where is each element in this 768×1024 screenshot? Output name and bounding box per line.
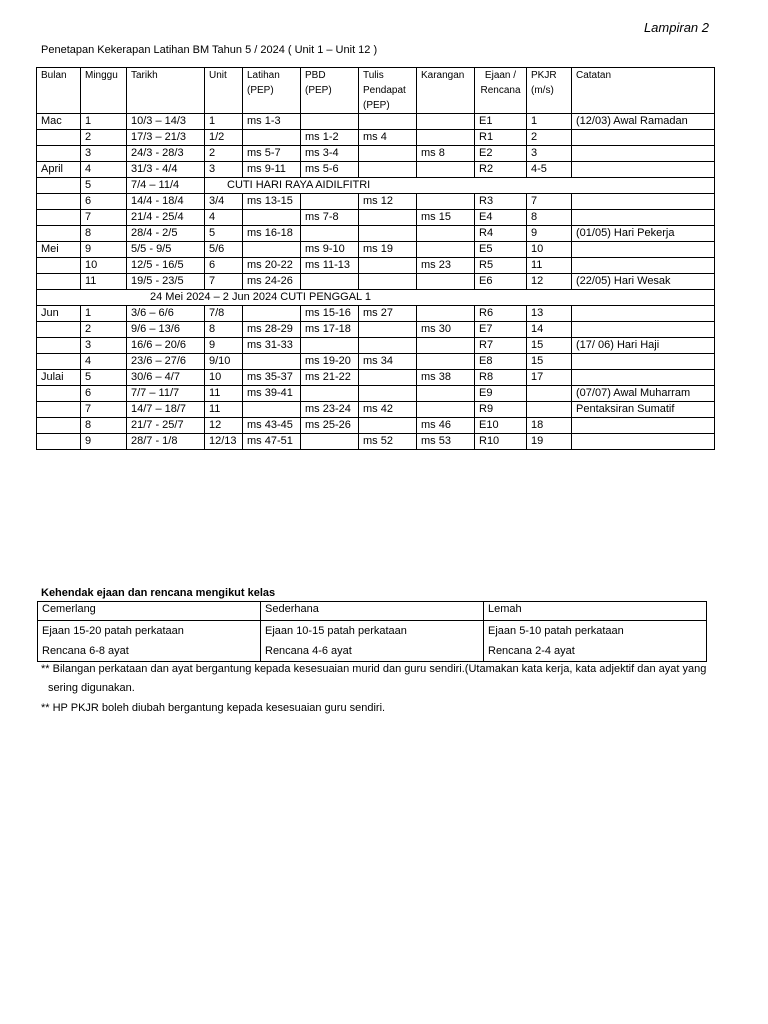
cell-tulis bbox=[359, 370, 417, 386]
cell-tulis bbox=[359, 210, 417, 226]
holiday-banner: CUTI HARI RAYA AIDILFITRI bbox=[205, 178, 715, 194]
cell-bulan bbox=[37, 258, 81, 274]
cell-pkjr: 1 bbox=[527, 114, 572, 130]
cell-pbd: ms 19-20 bbox=[301, 354, 359, 370]
cell-minggu: 6 bbox=[81, 194, 127, 210]
cell-pkjr: 17 bbox=[527, 370, 572, 386]
cell-latihan: ms 20-22 bbox=[243, 258, 301, 274]
table-row bbox=[37, 162, 715, 178]
schedule-header-row bbox=[37, 68, 715, 114]
cell-pbd: ms 25-26 bbox=[301, 418, 359, 434]
cell-ejaan: E10 bbox=[475, 418, 527, 434]
cell-karangan bbox=[417, 194, 475, 210]
cell-karangan bbox=[417, 306, 475, 322]
cell-karangan bbox=[417, 242, 475, 258]
cell-latihan: ms 13-15 bbox=[243, 194, 301, 210]
cell-ejaan: E6 bbox=[475, 274, 527, 290]
cell-latihan bbox=[243, 354, 301, 370]
cell-tulis: ms 34 bbox=[359, 354, 417, 370]
cell-pkjr bbox=[527, 402, 572, 418]
cell-minggu: 3 bbox=[81, 146, 127, 162]
cell-tulis bbox=[359, 114, 417, 130]
cell-ejaan: R6 bbox=[475, 306, 527, 322]
cell-minggu: 2 bbox=[81, 322, 127, 338]
cell-bulan bbox=[37, 402, 81, 418]
cell-pkjr: 2 bbox=[527, 130, 572, 146]
cell-karangan bbox=[417, 162, 475, 178]
cell-tarikh: 28/7 - 1/8 bbox=[127, 434, 205, 450]
cell-ejaan: E2 bbox=[475, 146, 527, 162]
cell-bulan bbox=[37, 194, 81, 210]
cell-pbd: ms 5-6 bbox=[301, 162, 359, 178]
cell-pbd bbox=[301, 386, 359, 402]
cell-tarikh: 23/6 – 27/6 bbox=[127, 354, 205, 370]
cell-catatan: (07/07) Awal Muharram bbox=[572, 386, 715, 402]
cell-minggu: 4 bbox=[81, 162, 127, 178]
cell-unit: 3/4 bbox=[205, 194, 243, 210]
table-row bbox=[37, 402, 715, 418]
cell-catatan: (22/05) Hari Wesak bbox=[572, 274, 715, 290]
table-row bbox=[37, 418, 715, 434]
cell-bulan: Julai bbox=[37, 370, 81, 386]
cell-minggu: 7 bbox=[81, 402, 127, 418]
cell-unit: 2 bbox=[205, 146, 243, 162]
cell-pkjr: 18 bbox=[527, 418, 572, 434]
cell-tulis bbox=[359, 226, 417, 242]
cell-catatan bbox=[572, 418, 715, 434]
cell-ejaan: E9 bbox=[475, 386, 527, 402]
cell-latihan: ms 16-18 bbox=[243, 226, 301, 242]
cell-karangan: ms 38 bbox=[417, 370, 475, 386]
table-row bbox=[37, 322, 715, 338]
table-row bbox=[37, 114, 715, 130]
table-row bbox=[37, 354, 715, 370]
cell-bulan bbox=[37, 338, 81, 354]
cell-unit: 11 bbox=[205, 386, 243, 402]
cell-unit: 4 bbox=[205, 210, 243, 226]
cell-latihan bbox=[243, 210, 301, 226]
cell-unit: 6 bbox=[205, 258, 243, 274]
cell-tarikh: 24/3 - 28/3 bbox=[127, 146, 205, 162]
table-row bbox=[37, 178, 715, 194]
cell-pbd: ms 21-22 bbox=[301, 370, 359, 386]
req-header-sederhana: Sederhana bbox=[261, 602, 484, 621]
cell-pbd bbox=[301, 434, 359, 450]
cell-catatan bbox=[572, 306, 715, 322]
column-header: Catatan bbox=[572, 68, 715, 114]
req-rencana: Rencana 6-8 ayat bbox=[42, 645, 129, 657]
cell-minggu: 8 bbox=[81, 226, 127, 242]
cell-pbd: ms 15-16 bbox=[301, 306, 359, 322]
column-header: Tarikh bbox=[127, 68, 205, 114]
cell-latihan: ms 5-7 bbox=[243, 146, 301, 162]
table-row bbox=[37, 130, 715, 146]
cell-catatan bbox=[572, 162, 715, 178]
cell-pkjr: 7 bbox=[527, 194, 572, 210]
cell-ejaan: R10 bbox=[475, 434, 527, 450]
cell-latihan: ms 35-37 bbox=[243, 370, 301, 386]
note-2: ** HP PKJR boleh diubah bergantung kepada kesesuaian guru sendiri. bbox=[41, 702, 386, 714]
column-header: Tulis Pendapat (PEP) bbox=[359, 68, 417, 114]
cell-latihan bbox=[243, 242, 301, 258]
holiday-banner: 24 Mei 2024 – 2 Jun 2024 CUTI PENGGAL 1 bbox=[37, 290, 715, 306]
cell-tarikh: 30/6 – 4/7 bbox=[127, 370, 205, 386]
cell-unit: 5 bbox=[205, 226, 243, 242]
table-row bbox=[37, 370, 715, 386]
cell-unit: 10 bbox=[205, 370, 243, 386]
cell-ejaan: E1 bbox=[475, 114, 527, 130]
table-row bbox=[37, 194, 715, 210]
cell-latihan: ms 47-51 bbox=[243, 434, 301, 450]
cell-latihan: ms 39-41 bbox=[243, 386, 301, 402]
cell-minggu: 1 bbox=[81, 114, 127, 130]
cell-minggu: 4 bbox=[81, 354, 127, 370]
cell-karangan bbox=[417, 386, 475, 402]
cell-karangan bbox=[417, 130, 475, 146]
cell-tarikh: 21/7 - 25/7 bbox=[127, 418, 205, 434]
cell-tarikh: 14/7 – 18/7 bbox=[127, 402, 205, 418]
cell-tarikh: 3/6 – 6/6 bbox=[127, 306, 205, 322]
cell-pbd bbox=[301, 338, 359, 354]
cell-karangan: ms 15 bbox=[417, 210, 475, 226]
cell-unit: 5/6 bbox=[205, 242, 243, 258]
cell-catatan bbox=[572, 194, 715, 210]
cell-pkjr: 11 bbox=[527, 258, 572, 274]
column-header: Karangan bbox=[417, 68, 475, 114]
cell-pkjr: 9 bbox=[527, 226, 572, 242]
cell-unit: 1/2 bbox=[205, 130, 243, 146]
cell-karangan: ms 23 bbox=[417, 258, 475, 274]
req-rencana: Rencana 4-6 ayat bbox=[265, 645, 352, 657]
cell-catatan: (12/03) Awal Ramadan bbox=[572, 114, 715, 130]
cell-minggu: 3 bbox=[81, 338, 127, 354]
column-header: Latihan (PEP) bbox=[243, 68, 301, 114]
cell-pkjr: 19 bbox=[527, 434, 572, 450]
req-header-cemerlang: Cemerlang bbox=[38, 602, 261, 621]
cell-minggu: 5 bbox=[81, 178, 127, 194]
cell-karangan: ms 53 bbox=[417, 434, 475, 450]
cell-minggu: 8 bbox=[81, 418, 127, 434]
cell-ejaan: R5 bbox=[475, 258, 527, 274]
req-cell-lemah bbox=[484, 621, 707, 662]
cell-pkjr: 13 bbox=[527, 306, 572, 322]
cell-bulan: April bbox=[37, 162, 81, 178]
cell-latihan bbox=[243, 306, 301, 322]
cell-catatan bbox=[572, 258, 715, 274]
cell-pkjr: 10 bbox=[527, 242, 572, 258]
cell-latihan bbox=[243, 402, 301, 418]
cell-tulis bbox=[359, 338, 417, 354]
cell-ejaan: R9 bbox=[475, 402, 527, 418]
cell-pbd: ms 23-24 bbox=[301, 402, 359, 418]
cell-karangan bbox=[417, 354, 475, 370]
table-row bbox=[37, 434, 715, 450]
cell-pbd: ms 17-18 bbox=[301, 322, 359, 338]
cell-latihan bbox=[243, 130, 301, 146]
cell-karangan: ms 30 bbox=[417, 322, 475, 338]
cell-catatan bbox=[572, 146, 715, 162]
cell-catatan: Pentaksiran Sumatif bbox=[572, 402, 715, 418]
cell-tarikh: 31/3 - 4/4 bbox=[127, 162, 205, 178]
requirements-header-row bbox=[38, 602, 707, 621]
cell-ejaan: R4 bbox=[475, 226, 527, 242]
cell-karangan: ms 46 bbox=[417, 418, 475, 434]
cell-bulan bbox=[37, 322, 81, 338]
cell-bulan bbox=[37, 146, 81, 162]
table-row bbox=[37, 242, 715, 258]
cell-pbd: ms 11-13 bbox=[301, 258, 359, 274]
table-row bbox=[37, 338, 715, 354]
table-row bbox=[37, 290, 715, 306]
column-header: Unit bbox=[205, 68, 243, 114]
requirements-body-row bbox=[38, 621, 707, 662]
requirements-table bbox=[37, 601, 707, 662]
cell-tarikh: 7/4 – 11/4 bbox=[127, 178, 205, 194]
cell-unit: 7 bbox=[205, 274, 243, 290]
cell-tulis bbox=[359, 322, 417, 338]
note-1: ** Bilangan perkataan dan ayat bergantung kepada kesesuaian murid dan guru sendiri.(Utamakan kata kerja, kata adjektif dan ayat yang bbox=[41, 663, 707, 675]
cell-bulan bbox=[37, 274, 81, 290]
cell-tarikh: 12/5 - 16/5 bbox=[127, 258, 205, 274]
cell-bulan: Jun bbox=[37, 306, 81, 322]
cell-catatan bbox=[572, 434, 715, 450]
table-row bbox=[37, 258, 715, 274]
cell-catatan bbox=[572, 354, 715, 370]
cell-unit: 9 bbox=[205, 338, 243, 354]
cell-pkjr: 3 bbox=[527, 146, 572, 162]
cell-bulan bbox=[37, 210, 81, 226]
cell-ejaan: E5 bbox=[475, 242, 527, 258]
cell-minggu: 9 bbox=[81, 242, 127, 258]
cell-tarikh: 17/3 – 21/3 bbox=[127, 130, 205, 146]
table-row bbox=[37, 210, 715, 226]
cell-ejaan: R7 bbox=[475, 338, 527, 354]
cell-bulan: Mei bbox=[37, 242, 81, 258]
cell-pkjr: 8 bbox=[527, 210, 572, 226]
cell-minggu: 6 bbox=[81, 386, 127, 402]
cell-tarikh: 14/4 - 18/4 bbox=[127, 194, 205, 210]
cell-catatan: (01/05) Hari Pekerja bbox=[572, 226, 715, 242]
cell-unit: 12 bbox=[205, 418, 243, 434]
cell-tarikh: 5/5 - 9/5 bbox=[127, 242, 205, 258]
req-ejaan: Ejaan 15-20 patah perkataan bbox=[42, 625, 184, 637]
cell-minggu: 11 bbox=[81, 274, 127, 290]
req-cell-cemerlang bbox=[38, 621, 261, 662]
req-header-lemah: Lemah bbox=[484, 602, 707, 621]
cell-latihan: ms 31-33 bbox=[243, 338, 301, 354]
cell-unit: 9/10 bbox=[205, 354, 243, 370]
column-header: PBD (PEP) bbox=[301, 68, 359, 114]
cell-minggu: 7 bbox=[81, 210, 127, 226]
cell-karangan: ms 8 bbox=[417, 146, 475, 162]
column-header: PKJR (m/s) bbox=[527, 68, 572, 114]
cell-ejaan: E8 bbox=[475, 354, 527, 370]
cell-pbd: ms 7-8 bbox=[301, 210, 359, 226]
cell-tulis bbox=[359, 146, 417, 162]
cell-unit: 8 bbox=[205, 322, 243, 338]
cell-unit: 3 bbox=[205, 162, 243, 178]
cell-karangan bbox=[417, 274, 475, 290]
schedule-table bbox=[36, 67, 715, 450]
column-header: Minggu bbox=[81, 68, 127, 114]
cell-tulis bbox=[359, 162, 417, 178]
cell-latihan: ms 24-26 bbox=[243, 274, 301, 290]
cell-bulan bbox=[37, 418, 81, 434]
cell-minggu: 1 bbox=[81, 306, 127, 322]
cell-tulis bbox=[359, 258, 417, 274]
cell-pbd bbox=[301, 274, 359, 290]
cell-unit: 1 bbox=[205, 114, 243, 130]
cell-pkjr: 15 bbox=[527, 354, 572, 370]
cell-bulan bbox=[37, 130, 81, 146]
cell-tulis: ms 52 bbox=[359, 434, 417, 450]
table-row bbox=[37, 386, 715, 402]
cell-bulan bbox=[37, 226, 81, 242]
cell-minggu: 10 bbox=[81, 258, 127, 274]
cell-ejaan: E7 bbox=[475, 322, 527, 338]
note-1-continued: sering digunakan. bbox=[48, 682, 135, 694]
cell-bulan bbox=[37, 434, 81, 450]
cell-pbd: ms 1-2 bbox=[301, 130, 359, 146]
cell-unit: 12/13 bbox=[205, 434, 243, 450]
table-row bbox=[37, 146, 715, 162]
cell-catatan bbox=[572, 370, 715, 386]
cell-tarikh: 19/5 - 23/5 bbox=[127, 274, 205, 290]
cell-tulis bbox=[359, 418, 417, 434]
cell-tarikh: 21/4 - 25/4 bbox=[127, 210, 205, 226]
cell-karangan bbox=[417, 402, 475, 418]
cell-ejaan: E4 bbox=[475, 210, 527, 226]
cell-minggu: 2 bbox=[81, 130, 127, 146]
document-title: Penetapan Kekerapan Latihan BM Tahun 5 / 2024 ( Unit 1 – Unit 12 ) bbox=[41, 44, 378, 56]
cell-tulis bbox=[359, 274, 417, 290]
cell-latihan: ms 9-11 bbox=[243, 162, 301, 178]
cell-ejaan: R8 bbox=[475, 370, 527, 386]
cell-tulis: ms 42 bbox=[359, 402, 417, 418]
cell-tulis bbox=[359, 386, 417, 402]
cell-latihan: ms 1-3 bbox=[243, 114, 301, 130]
cell-unit: 7/8 bbox=[205, 306, 243, 322]
cell-tulis: ms 19 bbox=[359, 242, 417, 258]
cell-bulan bbox=[37, 386, 81, 402]
cell-ejaan: R3 bbox=[475, 194, 527, 210]
cell-pkjr bbox=[527, 386, 572, 402]
cell-catatan bbox=[572, 322, 715, 338]
cell-pbd: ms 9-10 bbox=[301, 242, 359, 258]
table-row bbox=[37, 226, 715, 242]
cell-pkjr: 14 bbox=[527, 322, 572, 338]
cell-latihan: ms 28-29 bbox=[243, 322, 301, 338]
cell-tulis: ms 27 bbox=[359, 306, 417, 322]
req-ejaan: Ejaan 5-10 patah perkataan bbox=[488, 625, 624, 637]
cell-unit: 11 bbox=[205, 402, 243, 418]
table-row bbox=[37, 274, 715, 290]
req-rencana: Rencana 2-4 ayat bbox=[488, 645, 575, 657]
cell-pbd bbox=[301, 226, 359, 242]
cell-pkjr: 15 bbox=[527, 338, 572, 354]
req-cell-sederhana bbox=[261, 621, 484, 662]
cell-catatan bbox=[572, 130, 715, 146]
cell-karangan bbox=[417, 226, 475, 242]
cell-ejaan: R2 bbox=[475, 162, 527, 178]
cell-bulan bbox=[37, 354, 81, 370]
cell-tarikh: 28/4 - 2/5 bbox=[127, 226, 205, 242]
cell-tulis: ms 12 bbox=[359, 194, 417, 210]
cell-pbd bbox=[301, 114, 359, 130]
cell-tarikh: 9/6 – 13/6 bbox=[127, 322, 205, 338]
cell-pkjr: 12 bbox=[527, 274, 572, 290]
req-ejaan: Ejaan 10-15 patah perkataan bbox=[265, 625, 407, 637]
cell-minggu: 9 bbox=[81, 434, 127, 450]
requirements-title: Kehendak ejaan dan rencana mengikut kelas bbox=[41, 587, 276, 599]
cell-bulan: Mac bbox=[37, 114, 81, 130]
cell-latihan: ms 43-45 bbox=[243, 418, 301, 434]
cell-tarikh: 10/3 – 14/3 bbox=[127, 114, 205, 130]
lampiran-label: Lampiran 2 bbox=[643, 20, 709, 35]
cell-pbd bbox=[301, 194, 359, 210]
cell-tarikh: 7/7 – 11/7 bbox=[127, 386, 205, 402]
cell-catatan bbox=[572, 210, 715, 226]
column-header: Ejaan / Rencana bbox=[475, 68, 527, 114]
cell-tarikh: 16/6 – 20/6 bbox=[127, 338, 205, 354]
cell-pbd: ms 3-4 bbox=[301, 146, 359, 162]
column-header: Bulan bbox=[37, 68, 81, 114]
cell-catatan bbox=[572, 242, 715, 258]
cell-minggu: 5 bbox=[81, 370, 127, 386]
cell-karangan bbox=[417, 114, 475, 130]
cell-ejaan: R1 bbox=[475, 130, 527, 146]
cell-bulan bbox=[37, 178, 81, 194]
cell-pkjr: 4-5 bbox=[527, 162, 572, 178]
cell-catatan: (17/ 06) Hari Haji bbox=[572, 338, 715, 354]
cell-karangan bbox=[417, 338, 475, 354]
cell-tulis: ms 4 bbox=[359, 130, 417, 146]
table-row bbox=[37, 306, 715, 322]
